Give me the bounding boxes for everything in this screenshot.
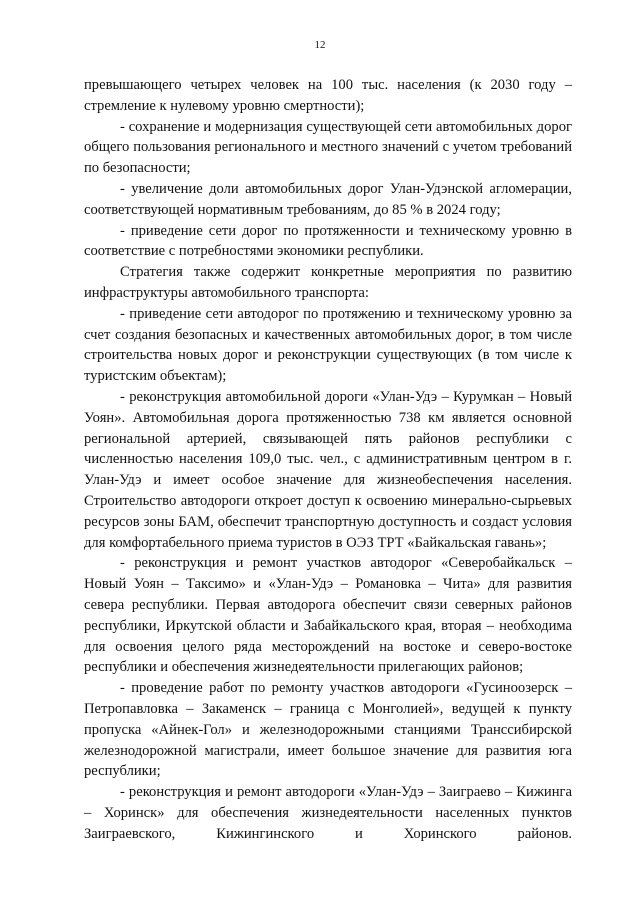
paragraph-ulan-ude-kurumkan-road: - реконструкция автомобильной дороги «Улан-Удэ – Курумкан – Новый Уоян». Автомобильная дорога протяженностью 738 км является основной региональной артерией, связывающей пять районов республики с численностью населения 109,0 тыс. чел., с административным центром в г. Улан-Удэ и имеет особое значение для жизнеобеспечения населения. Строительство автодороги откроет доступ к освоению минерально-сырьевых ресурсов зоны БАМ, обеспечит транспортную доступность и создаст условия для комфортабельного приема туристов в ОЭЗ ТРТ «Байкальская гавань»; <box>84 388 572 551</box>
document-body <box>84 75 572 844</box>
paragraph-strategy-measures-intro: Стратегия также содержит конкретные мероприятия по развитию инфраструктуры автомобильного транспорта: <box>84 264 572 301</box>
paragraph-zaigraevo-khorinsk-road: - реконструкция и ремонт автодороги «Улан-Удэ – Заиграево – Кижинга – Хоринск» для обеспечения жизнедеятельности населенных пунктов Заиграевского, Кижингинского и Хоринского районов. <box>84 784 572 842</box>
paragraph-safe-roads-construction: - приведение сети автодорог по протяжению и техническому уровню за счет создания безопасных и качественных автомобильных дорог, в том числе строительства новых дорог и реконструкции существующих (в том числе к туристским объектам); <box>84 305 572 385</box>
paragraph-road-network-alignment: - приведение сети дорог по протяженности и техническому уровню в соответствие с потребностями экономики республики. <box>84 222 572 260</box>
paragraph-road-network-modernization: - сохранение и модернизация существующей сети автомобильных дорог общего пользования регионального и местного значений с учетом требований по безопасности; <box>84 118 572 177</box>
page-number: 12 <box>314 39 326 51</box>
paragraph-continuation: превышающего четырех человек на 100 тыс. населения (к 2030 году – стремление к нулевому уровню смертности); <box>84 77 572 114</box>
paragraph-agglomeration-roads-share: - увеличение доли автомобильных дорог Улан-Удэнской агломерации, соответствующей нормативным требованиям, до 85 % в 2024 году; <box>84 180 572 218</box>
paragraph-severobaikalsk-road: - реконструкция и ремонт участков автодорог «Северобайкальск – Новый Уоян – Таксимо» и «Улан-Удэ – Романовка – Чита» для развития севера республики. Первая автодорога обеспечит связи северных районов республики, Иркутской области и Забайкальского края, вторая – необходима для освоения целого ряда месторождений на востоке и северо-востоке республики и обеспечения жизнедеятельности прилегающих районов; <box>84 555 572 676</box>
paragraph-gusinoozersk-road: - проведение работ по ремонту участков автодороги «Гусиноозерск – Петропавловка – Закаменск – граница с Монголией», ведущей к пункту пропуска «Айнек-Гол» и железнодорожными станциями Транссибирской железнодорожной магистрали, имеет большое значение для развития юга республики; <box>84 680 572 780</box>
